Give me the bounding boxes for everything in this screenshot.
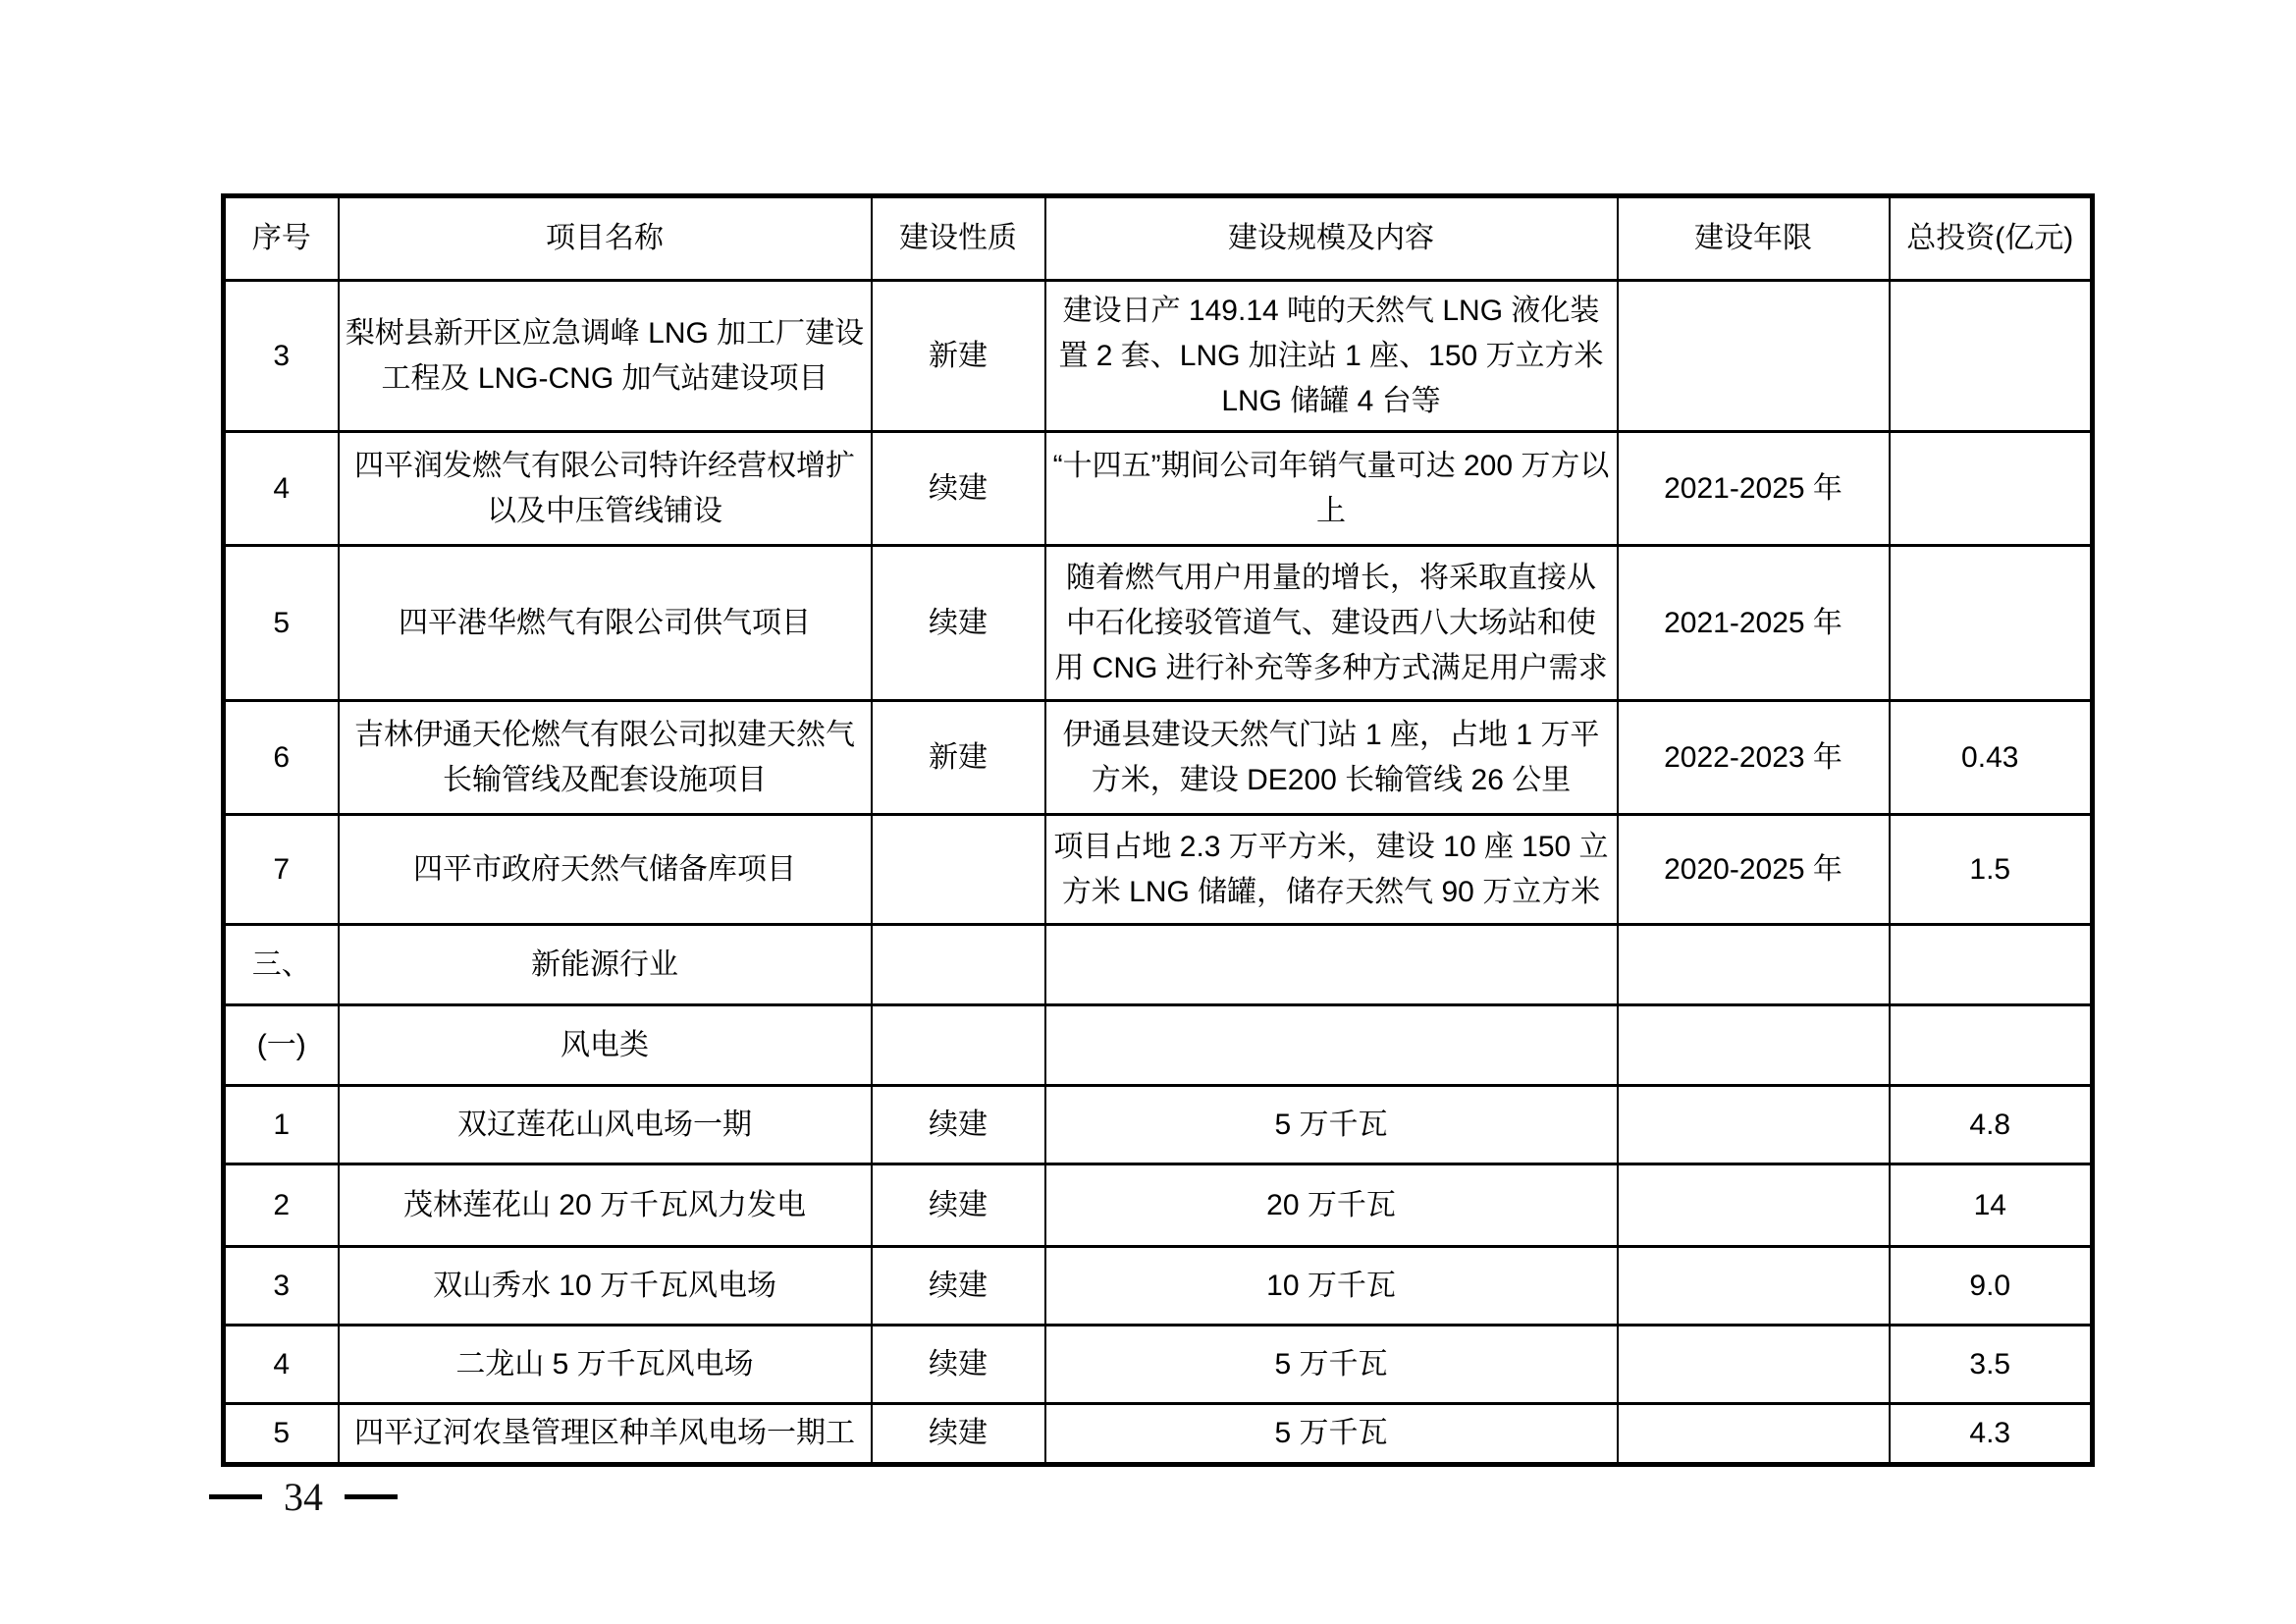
cell-nature: 续建 (872, 432, 1045, 546)
column-header-name: 项目名称 (339, 196, 872, 281)
footer-dash-left (209, 1494, 262, 1499)
cell-index: 5 (224, 546, 339, 701)
cell-nature (872, 815, 1045, 925)
cell-nature: 新建 (872, 281, 1045, 432)
cell-scale (1045, 1005, 1618, 1086)
cell-nature: 续建 (872, 1326, 1045, 1404)
column-header-index: 序号 (224, 196, 339, 281)
cell-years (1618, 1005, 1890, 1086)
cell-nature (872, 925, 1045, 1005)
table-row (224, 701, 2093, 815)
page-footer (209, 1469, 398, 1524)
cell-nature: 续建 (872, 1086, 1045, 1164)
cell-years (1618, 1247, 1890, 1326)
cell-years: 2022-2023 年 (1618, 701, 1890, 815)
footer-dash-right (345, 1494, 398, 1499)
cell-years (1618, 1404, 1890, 1465)
cell-nature: 续建 (872, 546, 1045, 701)
table-row (224, 546, 2093, 701)
cell-scale: 10 万千瓦 (1045, 1247, 1618, 1326)
cell-investment (1890, 546, 2093, 701)
cell-nature: 续建 (872, 1404, 1045, 1465)
table-row (224, 1086, 2093, 1164)
cell-investment: 0.43 (1890, 701, 2093, 815)
cell-name: 四平市政府天然气储备库项目 (339, 815, 872, 925)
cell-scale (1045, 925, 1618, 1005)
table-row (224, 1247, 2093, 1326)
cell-index: 1 (224, 1086, 339, 1164)
cell-nature (872, 1005, 1045, 1086)
cell-years (1618, 1086, 1890, 1164)
table-row (224, 432, 2093, 546)
cell-scale: 20 万千瓦 (1045, 1164, 1618, 1247)
cell-investment: 3.5 (1890, 1326, 2093, 1404)
column-header-investment: 总投资(亿元) (1890, 196, 2093, 281)
cell-scale: 5 万千瓦 (1045, 1086, 1618, 1164)
cell-scale: 伊通县建设天然气门站 1 座，占地 1 万平方米，建设 DE200 长输管线 26 公里 (1045, 701, 1618, 815)
cell-scale: 项目占地 2.3 万平方米，建设 10 座 150 立方米 LNG 储罐，储存天然气 90 万立方米 (1045, 815, 1618, 925)
cell-investment (1890, 281, 2093, 432)
cell-index: 2 (224, 1164, 339, 1247)
table-row (224, 1326, 2093, 1404)
cell-name: 风电类 (339, 1005, 872, 1086)
cell-name: 四平辽河农垦管理区种羊风电场一期工 (339, 1404, 872, 1465)
cell-investment (1890, 925, 2093, 1005)
cell-index: 三、 (224, 925, 339, 1005)
cell-years (1618, 925, 1890, 1005)
table-header-row (224, 196, 2093, 281)
table-row (224, 1164, 2093, 1247)
cell-name: 四平润发燃气有限公司特许经营权增扩以及中压管线铺设 (339, 432, 872, 546)
cell-index: 3 (224, 1247, 339, 1326)
cell-years: 2020-2025 年 (1618, 815, 1890, 925)
cell-name: 双山秀水 10 万千瓦风电场 (339, 1247, 872, 1326)
cell-years: 2021-2025 年 (1618, 546, 1890, 701)
cell-years (1618, 1164, 1890, 1247)
cell-name: 茂林莲花山 20 万千瓦风力发电 (339, 1164, 872, 1247)
cell-investment: 1.5 (1890, 815, 2093, 925)
cell-scale: 建设日产 149.14 吨的天然气 LNG 液化装置 2 套、LNG 加注站 1 座、150 万立方米 LNG 储罐 4 台等 (1045, 281, 1618, 432)
cell-investment: 9.0 (1890, 1247, 2093, 1326)
column-header-nature: 建设性质 (872, 196, 1045, 281)
table-row (224, 281, 2093, 432)
cell-investment: 4.8 (1890, 1086, 2093, 1164)
cell-years (1618, 281, 1890, 432)
cell-scale: 5 万千瓦 (1045, 1326, 1618, 1404)
cell-scale: 5 万千瓦 (1045, 1404, 1618, 1465)
cell-index: 3 (224, 281, 339, 432)
cell-name: 双辽莲花山风电场一期 (339, 1086, 872, 1164)
cell-name: 梨树县新开区应急调峰 LNG 加工厂建设工程及 LNG-CNG 加气站建设项目 (339, 281, 872, 432)
table-row (224, 1005, 2093, 1086)
cell-name: 二龙山 5 万千瓦风电场 (339, 1326, 872, 1404)
cell-years: 2021-2025 年 (1618, 432, 1890, 546)
cell-scale: “十四五”期间公司年销气量可达 200 万方以上 (1045, 432, 1618, 546)
cell-name: 吉林伊通天伦燃气有限公司拟建天然气长输管线及配套设施项目 (339, 701, 872, 815)
table-row (224, 1404, 2093, 1465)
cell-index: (一) (224, 1005, 339, 1086)
cell-nature: 续建 (872, 1164, 1045, 1247)
cell-years (1618, 1326, 1890, 1404)
cell-nature: 续建 (872, 1247, 1045, 1326)
cell-index: 4 (224, 432, 339, 546)
projects-table (221, 193, 2095, 1467)
table-body (224, 281, 2093, 1465)
table-row (224, 815, 2093, 925)
cell-index: 5 (224, 1404, 339, 1465)
cell-nature: 新建 (872, 701, 1045, 815)
page-number: 34 (284, 1474, 323, 1519)
table-row (224, 925, 2093, 1005)
cell-index: 4 (224, 1326, 339, 1404)
cell-name: 新能源行业 (339, 925, 872, 1005)
cell-investment: 4.3 (1890, 1404, 2093, 1465)
cell-scale: 随着燃气用户用量的增长，将采取直接从中石化接驳管道气、建设西八大场站和使用 CNG 进行补充等多种方式满足用户需求 (1045, 546, 1618, 701)
cell-investment (1890, 1005, 2093, 1086)
cell-name: 四平港华燃气有限公司供气项目 (339, 546, 872, 701)
column-header-scale: 建设规模及内容 (1045, 196, 1618, 281)
cell-investment (1890, 432, 2093, 546)
column-header-years: 建设年限 (1618, 196, 1890, 281)
cell-investment: 14 (1890, 1164, 2093, 1247)
cell-index: 7 (224, 815, 339, 925)
cell-index: 6 (224, 701, 339, 815)
